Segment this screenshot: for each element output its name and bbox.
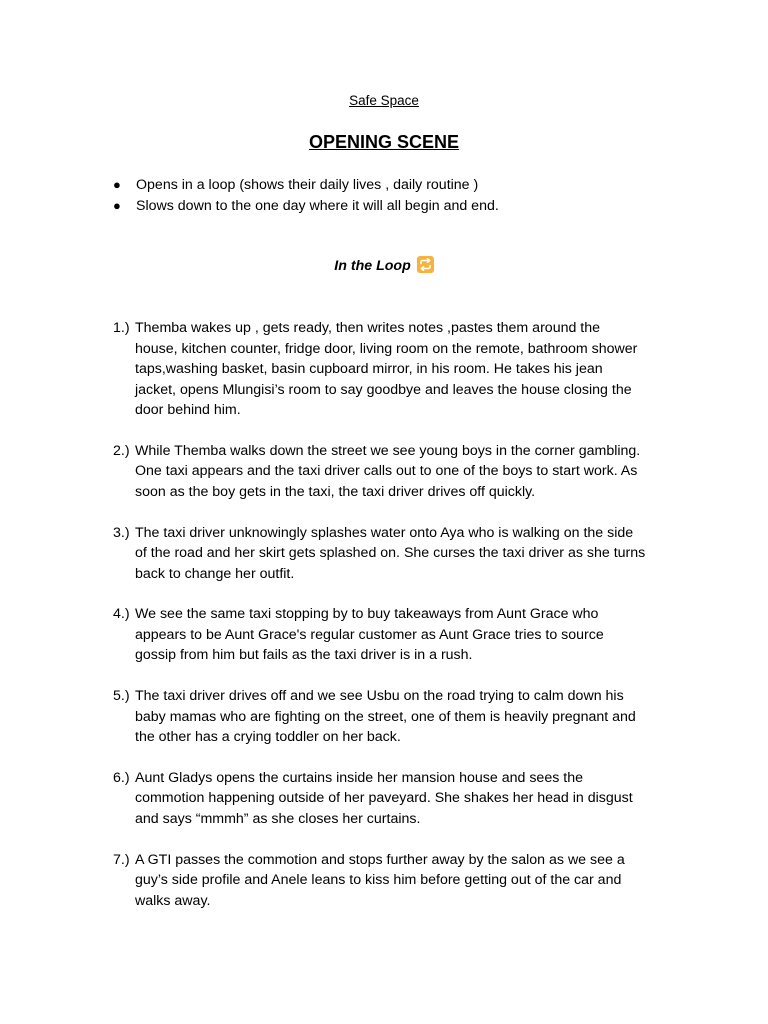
- scene-line: of the road and her skirt gets splashed on. She curses the taxi driver as she turns: [135, 545, 646, 562]
- scene-item: [113, 604, 693, 666]
- scene-line: soon as the boy gets in the taxi, the taxi driver drives off quickly.: [135, 483, 536, 500]
- scene-number: 6.): [113, 769, 130, 786]
- section-heading-text: In the Loop: [334, 258, 411, 274]
- bullet-text: Slows down to the one day where it will all begin and end.: [136, 197, 499, 214]
- scene-line: gossip from him but fails as the taxi driver is in a rush.: [135, 647, 473, 664]
- scene-number: 3.): [113, 524, 130, 541]
- section-heading: [0, 256, 768, 276]
- page-heading: OPENING SCENE: [308, 132, 460, 152]
- scene-line: back to change her outfit.: [135, 565, 295, 582]
- scene-line: The taxi driver unknowingly splashes water onto Aya who is walking on the side: [135, 524, 634, 541]
- scene-line: A GTI passes the commotion and stops further away by the salon as we see a: [135, 851, 625, 868]
- bullet-marker: ●: [113, 197, 121, 213]
- scene-line: guy’s side profile and Anele leans to kiss him before getting out of the car and: [135, 872, 622, 889]
- scene-item: [113, 686, 693, 748]
- scene-line: Themba wakes up , gets ready, then writes notes ,pastes them around the: [135, 320, 601, 336]
- scene-number: 7.): [113, 851, 130, 868]
- repeat-loop-icon: [417, 256, 434, 273]
- scene-line: Aunt Gladys opens the curtains inside her mansion house and sees the: [135, 769, 583, 786]
- scene-line: commotion happening outside of her paveyard. She shakes her head in disgust: [135, 790, 633, 807]
- scene-list: [113, 318, 693, 932]
- scene-line: While Themba walks down the street we see young boys in the corner gambling.: [135, 442, 641, 459]
- scene-number: 4.): [113, 606, 130, 623]
- bullet-marker: ●: [113, 177, 121, 192]
- scene-item: [113, 318, 693, 421]
- scene-line: walks away.: [135, 892, 211, 909]
- bullet-text: Opens in a loop (shows their daily lives , daily routine ): [136, 177, 479, 193]
- scene-line: jacket, opens Mlungisi’s room to say goodbye and leaves the house closing the: [135, 381, 632, 398]
- scene-item: [113, 768, 693, 830]
- scene-line: taps,washing basket, basin cupboard mirror, in his room. He takes his jean: [135, 361, 603, 377]
- scene-line: baby mamas who are fighting on the street, one of them is heavily pregnant and: [135, 708, 636, 725]
- scene-number: 5.): [113, 688, 130, 705]
- scene-item: [113, 523, 693, 585]
- scene-line: We see the same taxi stopping by to buy takeaways from Aunt Grace who: [135, 606, 599, 623]
- scene-item: [113, 441, 693, 503]
- summary-bullet-list: [113, 175, 693, 216]
- scene-line: the other has a crying toddler on her back.: [135, 729, 401, 746]
- scene-line: house, kitchen counter, fridge door, living room on the remote, bathroom shower: [135, 340, 638, 357]
- scene-line: and says “mmmh” as she closes her curtains.: [135, 810, 421, 827]
- document-title: Safe Space: [349, 93, 419, 108]
- scene-item: [113, 850, 693, 912]
- scene-line: appears to be Aunt Grace's regular customer as Aunt Grace tries to source: [135, 626, 604, 643]
- scene-line: One taxi appears and the taxi driver calls out to one of the boys to start work. As: [135, 463, 638, 480]
- scene-number: 1.): [113, 320, 130, 336]
- scene-number: 2.): [113, 442, 130, 459]
- scene-line: The taxi driver drives off and we see Usbu on the road trying to calm down his: [135, 688, 624, 705]
- bullet-item: [113, 196, 693, 217]
- scene-line: door behind him.: [135, 402, 241, 418]
- bullet-item: [113, 175, 693, 196]
